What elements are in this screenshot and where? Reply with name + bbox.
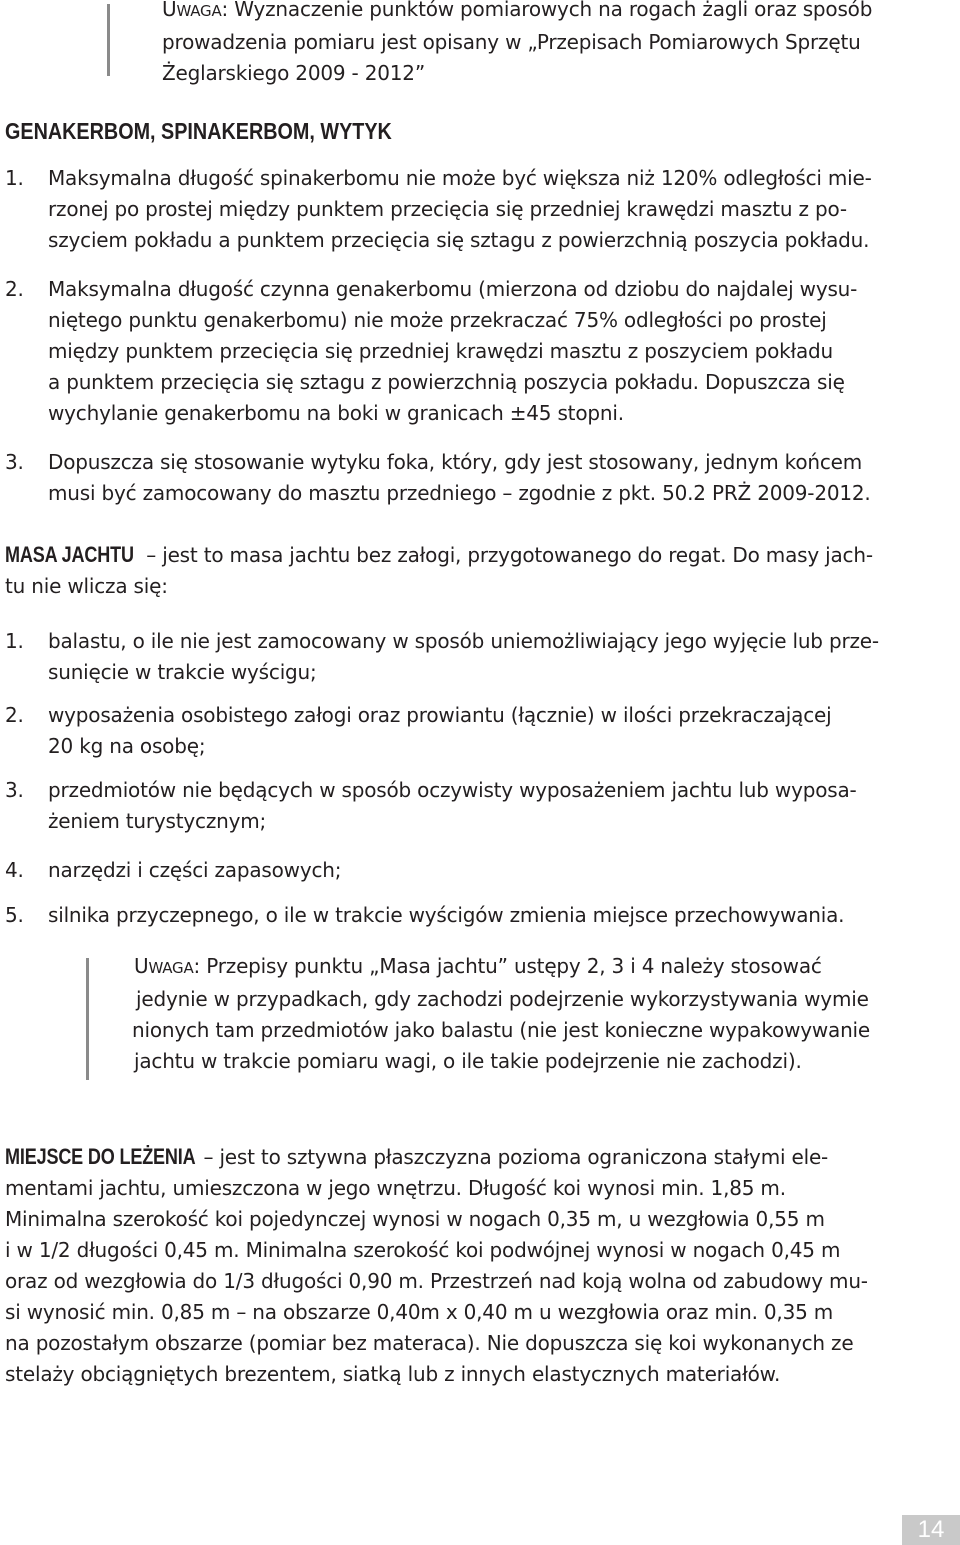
note-mid-label-first: U <box>134 954 149 978</box>
text-line: Minimalna szerokość koi pojedynczej wynosi w nogach 0,35 m, u wezgłowia 0,55 m <box>5 1207 825 1231</box>
list-item-text <box>48 900 940 931</box>
list-number: 4. <box>5 858 24 882</box>
text-line: i w 1/2 długości 0,45 m. Minimalna szerokość koi podwójnej wynosi w nogach 0,45 m <box>5 1238 841 1262</box>
note-top-label-first: U <box>162 0 177 21</box>
note-top-label-colon: : <box>221 0 229 21</box>
text-line: oraz od wezgłowia do 1/3 długości 0,90 m. Przestrzeń nad koją wolna od zabudowy mu- <box>5 1269 868 1293</box>
list-number: 1. <box>5 166 24 190</box>
list-number: 3. <box>5 778 24 802</box>
text-line: przedmiotów nie będących w sposób oczywisty wyposażeniem jachtu lub wyposa- <box>48 778 857 802</box>
section2-intro <box>5 539 935 602</box>
list-item-text <box>48 274 940 429</box>
list-item-text <box>48 775 940 837</box>
section3-paragraph <box>5 1141 935 1390</box>
list-item-text <box>48 163 940 256</box>
text-line: niętego punktu genakerbomu) nie może przekraczać 75% odległości po prostej <box>48 308 827 332</box>
list-number: 5. <box>5 903 24 927</box>
note-top-label-rest: WAGA <box>176 2 222 20</box>
note-mid-line-2: jedynie w przypadkach, gdy zachodzi podejrzenie wykorzystywania wymie <box>136 987 869 1011</box>
note-mid <box>132 951 942 1077</box>
text-line: wychylanie genakerbomu na boki w granicach ±45 stopni. <box>48 401 624 425</box>
text-line: narzędzi i części zapasowych; <box>48 858 342 882</box>
text-line: mentami jachtu, umieszczona w jego wnętrzu. Długość koi wynosi min. 1,85 m. <box>5 1176 786 1200</box>
note-top-line-3: Żeglarskiego 2009 - 2012” <box>162 61 425 85</box>
text-line: balastu, o ile nie jest zamocowany w sposób uniemożliwiający jego wyjęcie lub prze- <box>48 629 879 653</box>
list-item-text <box>48 626 940 688</box>
text-line: szyciem pokładu a punktem przecięcia się sztagu z powierzchnią poszycia pokładu. <box>48 228 870 252</box>
text-line: 20 kg na osobę; <box>48 734 206 758</box>
text-line: tu nie wlicza się: <box>5 574 168 598</box>
page-number: 14 <box>902 1515 960 1545</box>
keyword-masa-jachtu: MASA JACHTU <box>5 542 134 567</box>
list-number: 2. <box>5 277 24 301</box>
note-top-text-1: Wyznaczenie punktów pomiarowych na rogach żagli oraz sposób <box>228 0 873 21</box>
section2-intro-rest: – jest to masa jachtu bez załogi, przygotowanego do regat. Do masy jach- <box>140 543 873 567</box>
note-mid-line-3: nionych tam przedmiotów jako balastu (nie jest konieczne wypakowywanie <box>132 1018 871 1042</box>
text-line: żeniem turystycznym; <box>48 809 267 833</box>
text-line <box>5 1141 935 1173</box>
note-mid-bar <box>86 958 89 1080</box>
list-item-text <box>48 855 940 886</box>
list-number: 3. <box>5 450 24 474</box>
list-item-text <box>48 700 940 762</box>
text-line: wyposażenia osobistego załogi oraz prowiantu (łącznie) w ilości przekraczającej <box>48 703 832 727</box>
note-mid-line-4: jachtu w trakcie pomiaru wagi, o ile takie podejrzenie nie zachodzi). <box>134 1049 802 1073</box>
note-top-bar <box>107 4 110 76</box>
text-line: Maksymalna długość spinakerbomu nie może być większa niż 120% odległości mie- <box>48 166 872 190</box>
text-line: stelaży obciągniętych brezentem, siatką lub z innych elastycznych materiałów. <box>5 1362 781 1386</box>
text-line: rzonej po prostej między punktem przecięcia się przedniej krawędzi masztu z po- <box>48 197 847 221</box>
note-top-line-2: prowadzenia pomiaru jest opisany w „Przepisach Pomiarowych Sprzętu <box>162 30 861 54</box>
list-number: 1. <box>5 629 24 653</box>
note-mid-text-1: Przepisy punktu „Masa jachtu” ustępy 2, 3 i 4 należy stosować <box>200 954 822 978</box>
text-line: a punktem przecięcia się sztagu z powierzchnią poszycia pokładu. Dopuszcza się <box>48 370 845 394</box>
keyword-miejsce-do-lezenia: MIEJSCE DO LEŻENIA <box>5 1144 196 1169</box>
section3-line-1-rest: – jest to sztywna płaszczyzna pozioma ograniczona stałymi ele- <box>197 1145 829 1169</box>
text-line: Maksymalna długość czynna genakerbomu (mierzona od dziobu do najdalej wysu- <box>48 277 858 301</box>
text-line: musi być zamocowany do masztu przedniego – zgodnie z pkt. 50.2 PRŻ 2009-2012. <box>48 481 871 505</box>
text-line: sunięcie w trakcie wyścigu; <box>48 660 317 684</box>
text-line: na pozostałym obszarze (pomiar bez materaca). Nie dopuszcza się koi wykonanych ze <box>5 1331 854 1355</box>
note-top-line-1 <box>162 0 952 27</box>
text-line: silnika przyczepnego, o ile w trakcie wyścigów zmienia miejsce przechowywania. <box>48 903 845 927</box>
section-heading-genakerbom: GENAKERBOM, SPINAKERBOM, WYTYK <box>5 118 392 144</box>
note-top <box>162 0 952 89</box>
text-line: si wynosić min. 0,85 m – na obszarze 0,40m x 0,40 m u wezgłowia oraz min. 0,35 m <box>5 1300 834 1324</box>
text-line <box>5 539 935 571</box>
note-mid-label-rest: WAGA <box>148 959 194 977</box>
note-mid-label-colon: : <box>193 954 201 978</box>
text-line: Dopuszcza się stosowanie wytyku foka, który, gdy jest stosowany, jednym końcem <box>48 450 863 474</box>
list-item-text <box>48 447 940 509</box>
text-line: między punktem przecięcia się przedniej krawędzi masztu z poszyciem pokładu <box>48 339 834 363</box>
note-mid-line-1 <box>132 951 942 984</box>
list-number: 2. <box>5 703 24 727</box>
